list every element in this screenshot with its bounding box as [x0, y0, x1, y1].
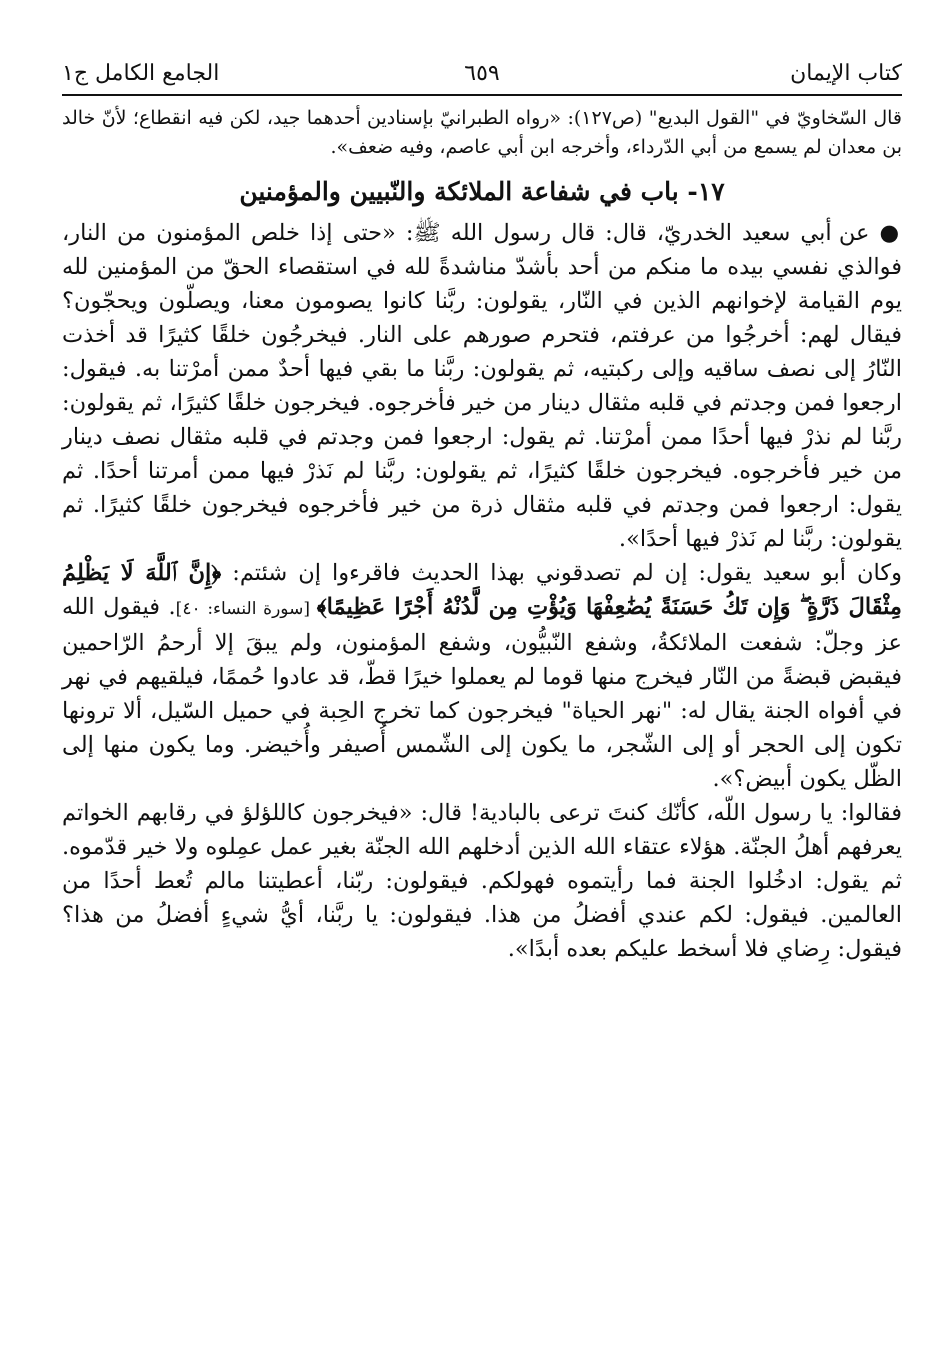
book-section-title: كتاب الإيمان: [790, 61, 902, 86]
footnote: [62, 104, 902, 162]
book-volume-title: الجامع الكامل ج١: [62, 61, 220, 86]
hadith-paragraph-2: [62, 556, 902, 796]
footnote-text: قال السّخاويّ في "القول البديع" (ص١٢٧): «رواه الطبرانيّ بإسنادين أحدهما جيد، لكن فيه انقطاع؛ لأنّ خالد بن معدان لم يسمع من أبي الدّرداء، وأخرجه ابن أبي عاصم، وفيه ضعف».: [62, 107, 903, 158]
hadith-paragraph-1-text: عن أبي سعيد الخدريّ، قال: قال رسول الله ﷺ: «حتى إذا خلص المؤمنون من النار، فوالذي نفسي بيده ما منكم من أحد بأشدّ مناشدةً لله في استقصاء الحقّ من المؤمنين لله يوم القيامة لإخوانهم الذين في النّار، يقولون: ربَّنا كانوا يصومون معنا، ويصلّون ويحجّون؟ فيقال لهم: أخرجُوا من عرفتم، فتحرم صورهم على النار. فيخرجُون خلقًا كثيرًا قد أخذت النّارُ إلى نصف ساقيه وإلى ركبتيه، ثم يقولون: ربَّنا ما بقي فيها أحدٌ ممن أمرْتنا به. فيقول: ارجعوا فمن وجدتم في قلبه مثقال دينار من خير فأخرجوه. فيخرجون خلقًا كثيرًا، ثم يقولون: ربَّنا لم نذرْ فيها أحدًا ممن أمرْتنا. ثم يقول: ارجعوا فمن وجدتم في قلبه مثقال نصف دينار من خير فأخرجوه. فيخرجون خلقًا كثيرًا، ثم يقولون: ربَّنا لم نَذرْ فيها ممن أمرتنا أحدًا. ثم يقول: ارجعوا فمن وجدتم في قلبه مثقال ذرة من خير فأخرجوه فيخرجون خلقًا كثيرًا. ثم يقولون: ربَّنا لم نَذرْ فيها أحدًا».: [62, 220, 902, 552]
bullet-icon: ●: [879, 220, 903, 246]
hadith-paragraph-2-rest: . فيقول الله عز وجلّ: شفعت الملائكةُ، وشفع النّبيُّون، وشفع المؤمنون، ولم يبقَ إلا أرحمُ الرّاحمين فيقبض قبضةً من النّار فيخرج منها قوما لم يعملوا خيرًا قطّ، قد عادوا حُممًا، فيلقيهم في نهر في أفواه الجنة يقال له: "نهر الحياة" فيخرجون كما تخرج الحِبة في حميل السّيل، ألا ترونها تكون إلى الحجر أو إلى الشّجر، ما يكون إلى الشّمس أُصيفر وأُخيضر. وما يكون منها إلى الظّل يكون أبيض؟».: [62, 594, 902, 792]
surah-reference: [سورة النساء: ٤٠]: [175, 599, 317, 619]
chapter-heading: ١٧- باب في شفاعة الملائكة والنّبيين والمؤمنين: [239, 177, 725, 206]
hadith-paragraph-3: فقالوا: يا رسول اللّه، كأنّك كنتَ ترعى بالبادية! قال: «فيخرجون كاللؤلؤ في رقابهم الخواتم يعرفهم أهلُ الجنّة. هؤلاء عتقاء الله الذين أدخلهم الله الجنّة بغير عمل عمِلوه ولا خير قدّموه. ثم يقول: ادخُلوا الجنة فما رأيتموه فهولكم. فيقولون: ربّنا، أعطيتنا مالم تُعط أحدًا من العالمين. فيقول: لكم عندي أفضلُ من هذا. فيقولون: يا ربَّنا، أيُّ شيءٍ أفضلُ من هذا؟ فيقول: رِضاي فلا أسخط عليكم بعده أبدًا».: [62, 800, 902, 962]
hadith-paragraph-2-intro: وكان أبو سعيد يقول: إن لم تصدقوني بهذا الحديث فاقرءوا إن شئتم:: [221, 560, 902, 586]
hadith-text: [62, 216, 902, 966]
quran-verse: ﴿إِنَّ ٱللَّهَ لَا يَظْلِمُ مِثْقَالَ ذَرَّةٍ ۖ وَإِن تَكُ حَسَنَةً يُضَٰعِفْهَا وَيُؤْتِ مِن لَّدُنْهُ أَجْرًا عَظِيمًا﴾: [62, 560, 902, 620]
book-page: [62, 48, 902, 966]
hadith-paragraph-1: [62, 216, 902, 556]
page-number: ٦٥٩: [464, 61, 500, 86]
page-header: [62, 48, 902, 96]
